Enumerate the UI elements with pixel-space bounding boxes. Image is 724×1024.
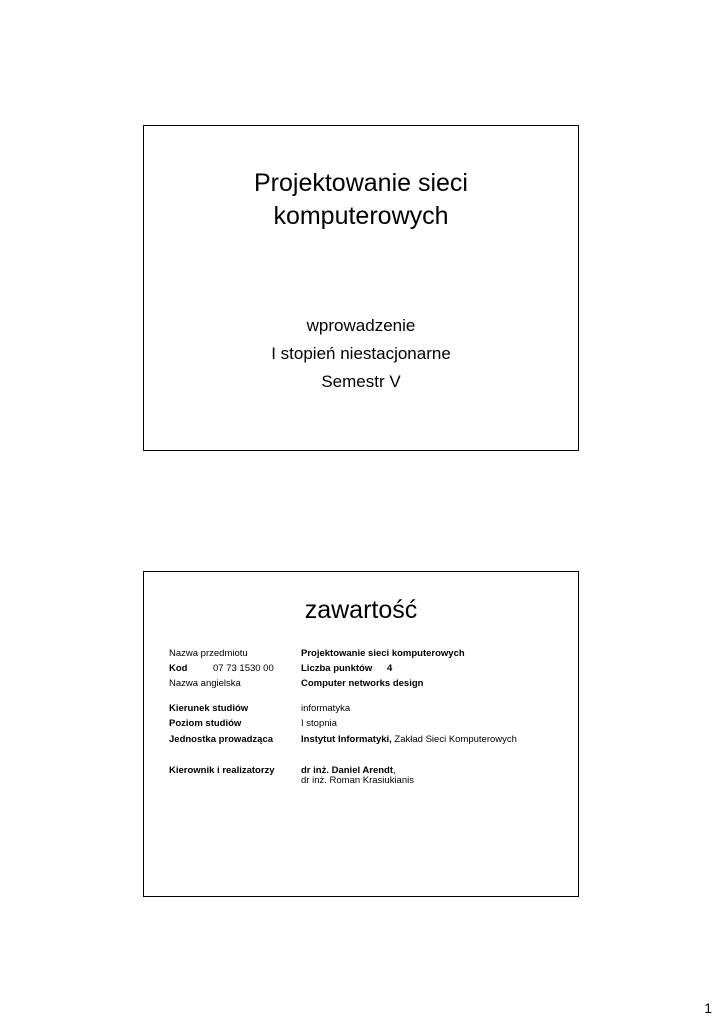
punkty-value: 4 bbox=[387, 663, 393, 674]
jednostka-value-department: Zakład Sieci Komputerowych bbox=[391, 734, 517, 745]
subtitle-line-3: Semestr V bbox=[321, 372, 401, 391]
ang-value: Computer networks design bbox=[301, 678, 424, 689]
kod-value: 07 73 1530 00 bbox=[213, 663, 274, 674]
contents-heading: zawartość bbox=[304, 596, 418, 624]
realizator-value: dr inż. Roman Krasiukianis bbox=[301, 775, 414, 786]
jednostka-value-institute: Instytut Informatyki, bbox=[301, 734, 392, 745]
subtitle-line-2: I stopień niestacjonarne bbox=[271, 344, 451, 363]
kierownik-comma: , bbox=[393, 765, 396, 776]
kierownik-name: dr inż. Daniel Arendt bbox=[301, 765, 394, 776]
nazwa-label: Nazwa przedmiotu bbox=[169, 648, 248, 659]
kierunek-label: Kierunek studiów bbox=[169, 703, 249, 714]
slide-contents bbox=[143, 571, 579, 897]
jednostka-value bbox=[301, 734, 517, 746]
kierunek-value: informatyka bbox=[301, 703, 351, 714]
title-line-1: Projektowanie sieci bbox=[254, 169, 468, 197]
slide-subtitle bbox=[144, 312, 578, 396]
kod-label: Kod bbox=[169, 663, 188, 674]
title-line-2: komputerowych bbox=[273, 202, 449, 230]
nazwa-value: Projektowanie sieci komputerowych bbox=[301, 648, 465, 659]
poziom-value: I stopnia bbox=[301, 718, 337, 729]
slide-title-heading bbox=[144, 167, 578, 233]
punkty-label: Liczba punktów bbox=[301, 663, 373, 674]
slide-title bbox=[143, 125, 579, 451]
jednostka-label: Jednostka prowadząca bbox=[169, 734, 274, 745]
poziom-label: Poziom studiów bbox=[169, 718, 242, 729]
kierownik-label: Kierownik i realizatorzy bbox=[169, 765, 275, 776]
page-number: 1 bbox=[704, 1000, 712, 1016]
ang-label: Nazwa angielska bbox=[169, 678, 241, 689]
subtitle-line-1: wprowadzenie bbox=[306, 316, 416, 335]
